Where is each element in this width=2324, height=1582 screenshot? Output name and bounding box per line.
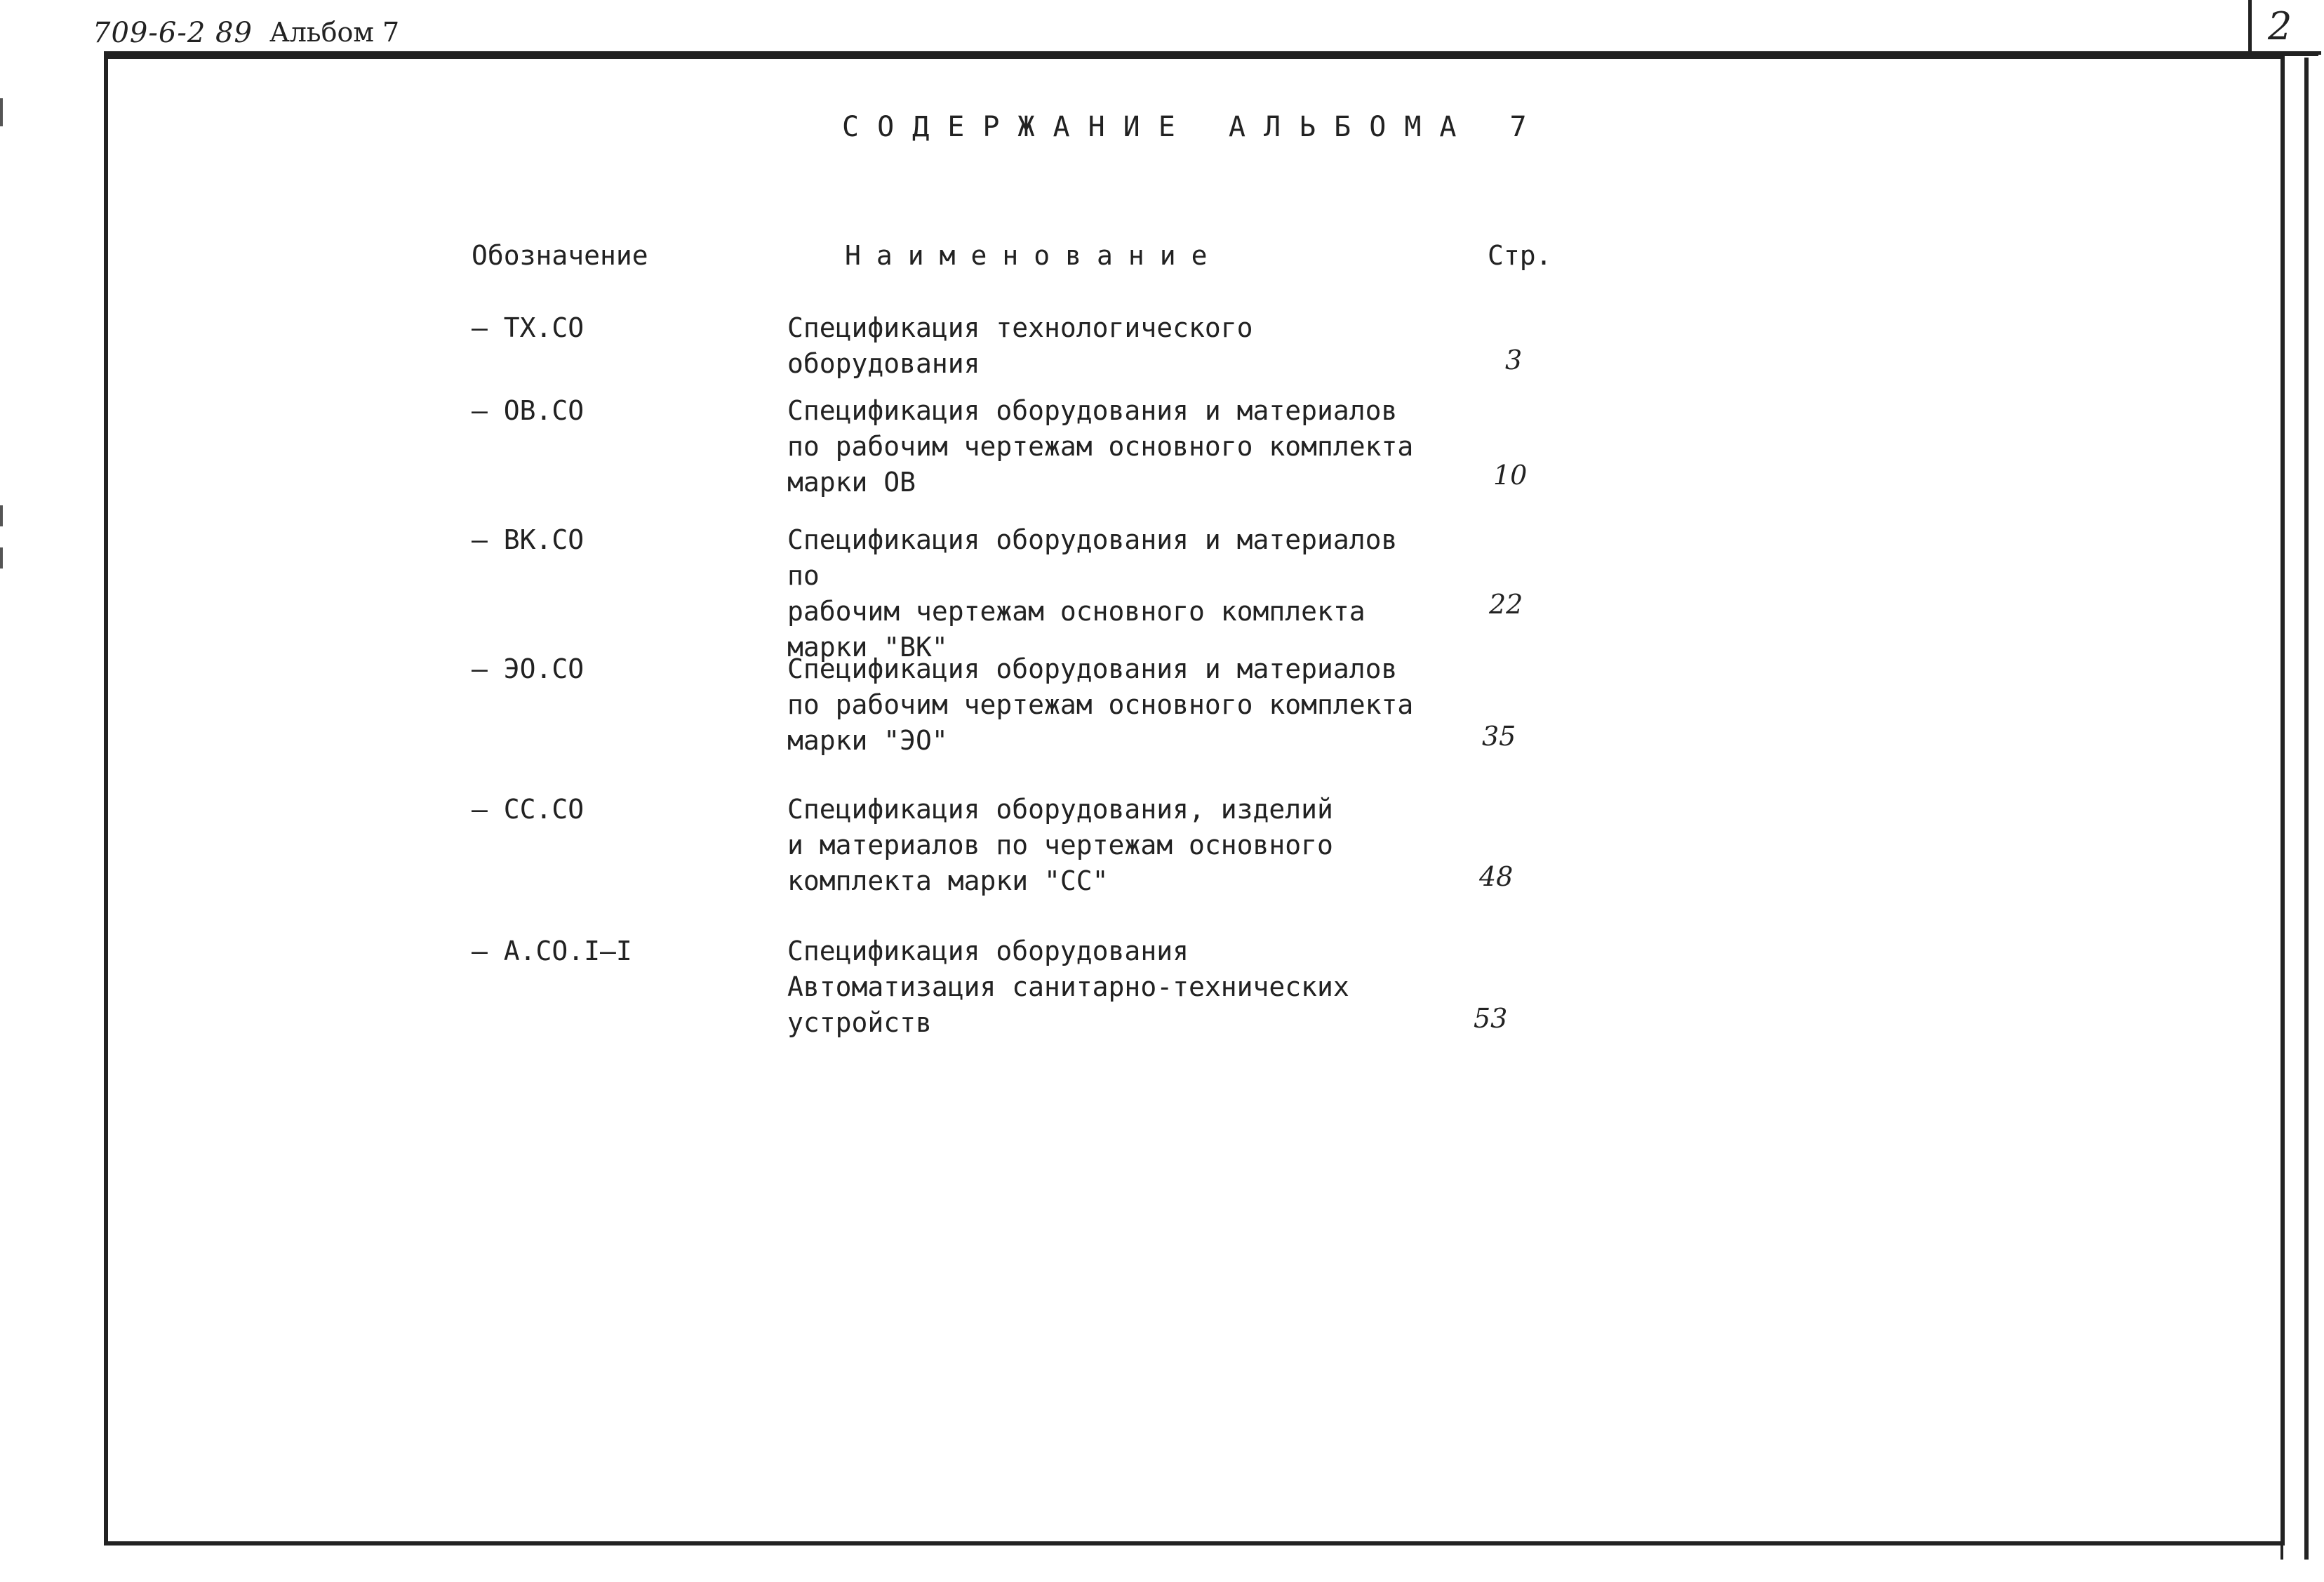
row-designation: – ВК.СО (472, 524, 585, 555)
row-page: 35 (1482, 721, 1516, 752)
scan-mark (0, 98, 3, 126)
row-designation: – ТХ.СО (472, 312, 585, 343)
frame-right-edge (2280, 58, 2309, 1560)
row-designation: – ЭО.СО (472, 653, 585, 684)
row-name: Спецификация оборудования, изделий и материалов по чертежам основного комплекта марки "СС" (787, 794, 1333, 896)
row-page: 22 (1489, 589, 1523, 620)
page-title: СОДЕРЖАНИЕ АЛЬБОМА 7 (842, 111, 1545, 143)
row-name: Спецификация оборудования и материалов по рабочим чертежам основного комплекта марки "ВК" (787, 524, 1398, 663)
scan-mark (0, 505, 3, 526)
top-border (104, 0, 2321, 55)
row-page: 10 (1493, 460, 1528, 491)
column-header-name: Наименование (845, 240, 1223, 271)
row-designation: – А.СО.I–I (472, 936, 632, 966)
document-code: 709-6-2 89 (93, 17, 253, 49)
row-page: 3 (1505, 345, 1523, 375)
page-number: 2 (2268, 4, 2292, 48)
row-name: Спецификация технологического оборудования (787, 312, 1253, 379)
row-page: 53 (1474, 1003, 1508, 1034)
column-header-page: Стр. (1488, 240, 1552, 271)
scan-mark (0, 547, 3, 569)
album-label: Альбом 7 (269, 17, 400, 48)
row-designation: – ОВ.СО (472, 395, 585, 426)
row-page: 48 (1479, 861, 1514, 892)
row-name: Спецификация оборудования и материалов по рабочим чертежам основного комплекта марки ОВ (787, 395, 1414, 498)
row-designation: – СС.СО (472, 794, 585, 825)
column-header-designation: Обозначение (472, 240, 648, 271)
row-name: Спецификация оборудования Автоматизация санитарно-технических устройств (787, 936, 1349, 1038)
row-name: Спецификация оборудования и материалов по рабочим чертежам основного комплекта марки "ЭО" (787, 653, 1414, 756)
